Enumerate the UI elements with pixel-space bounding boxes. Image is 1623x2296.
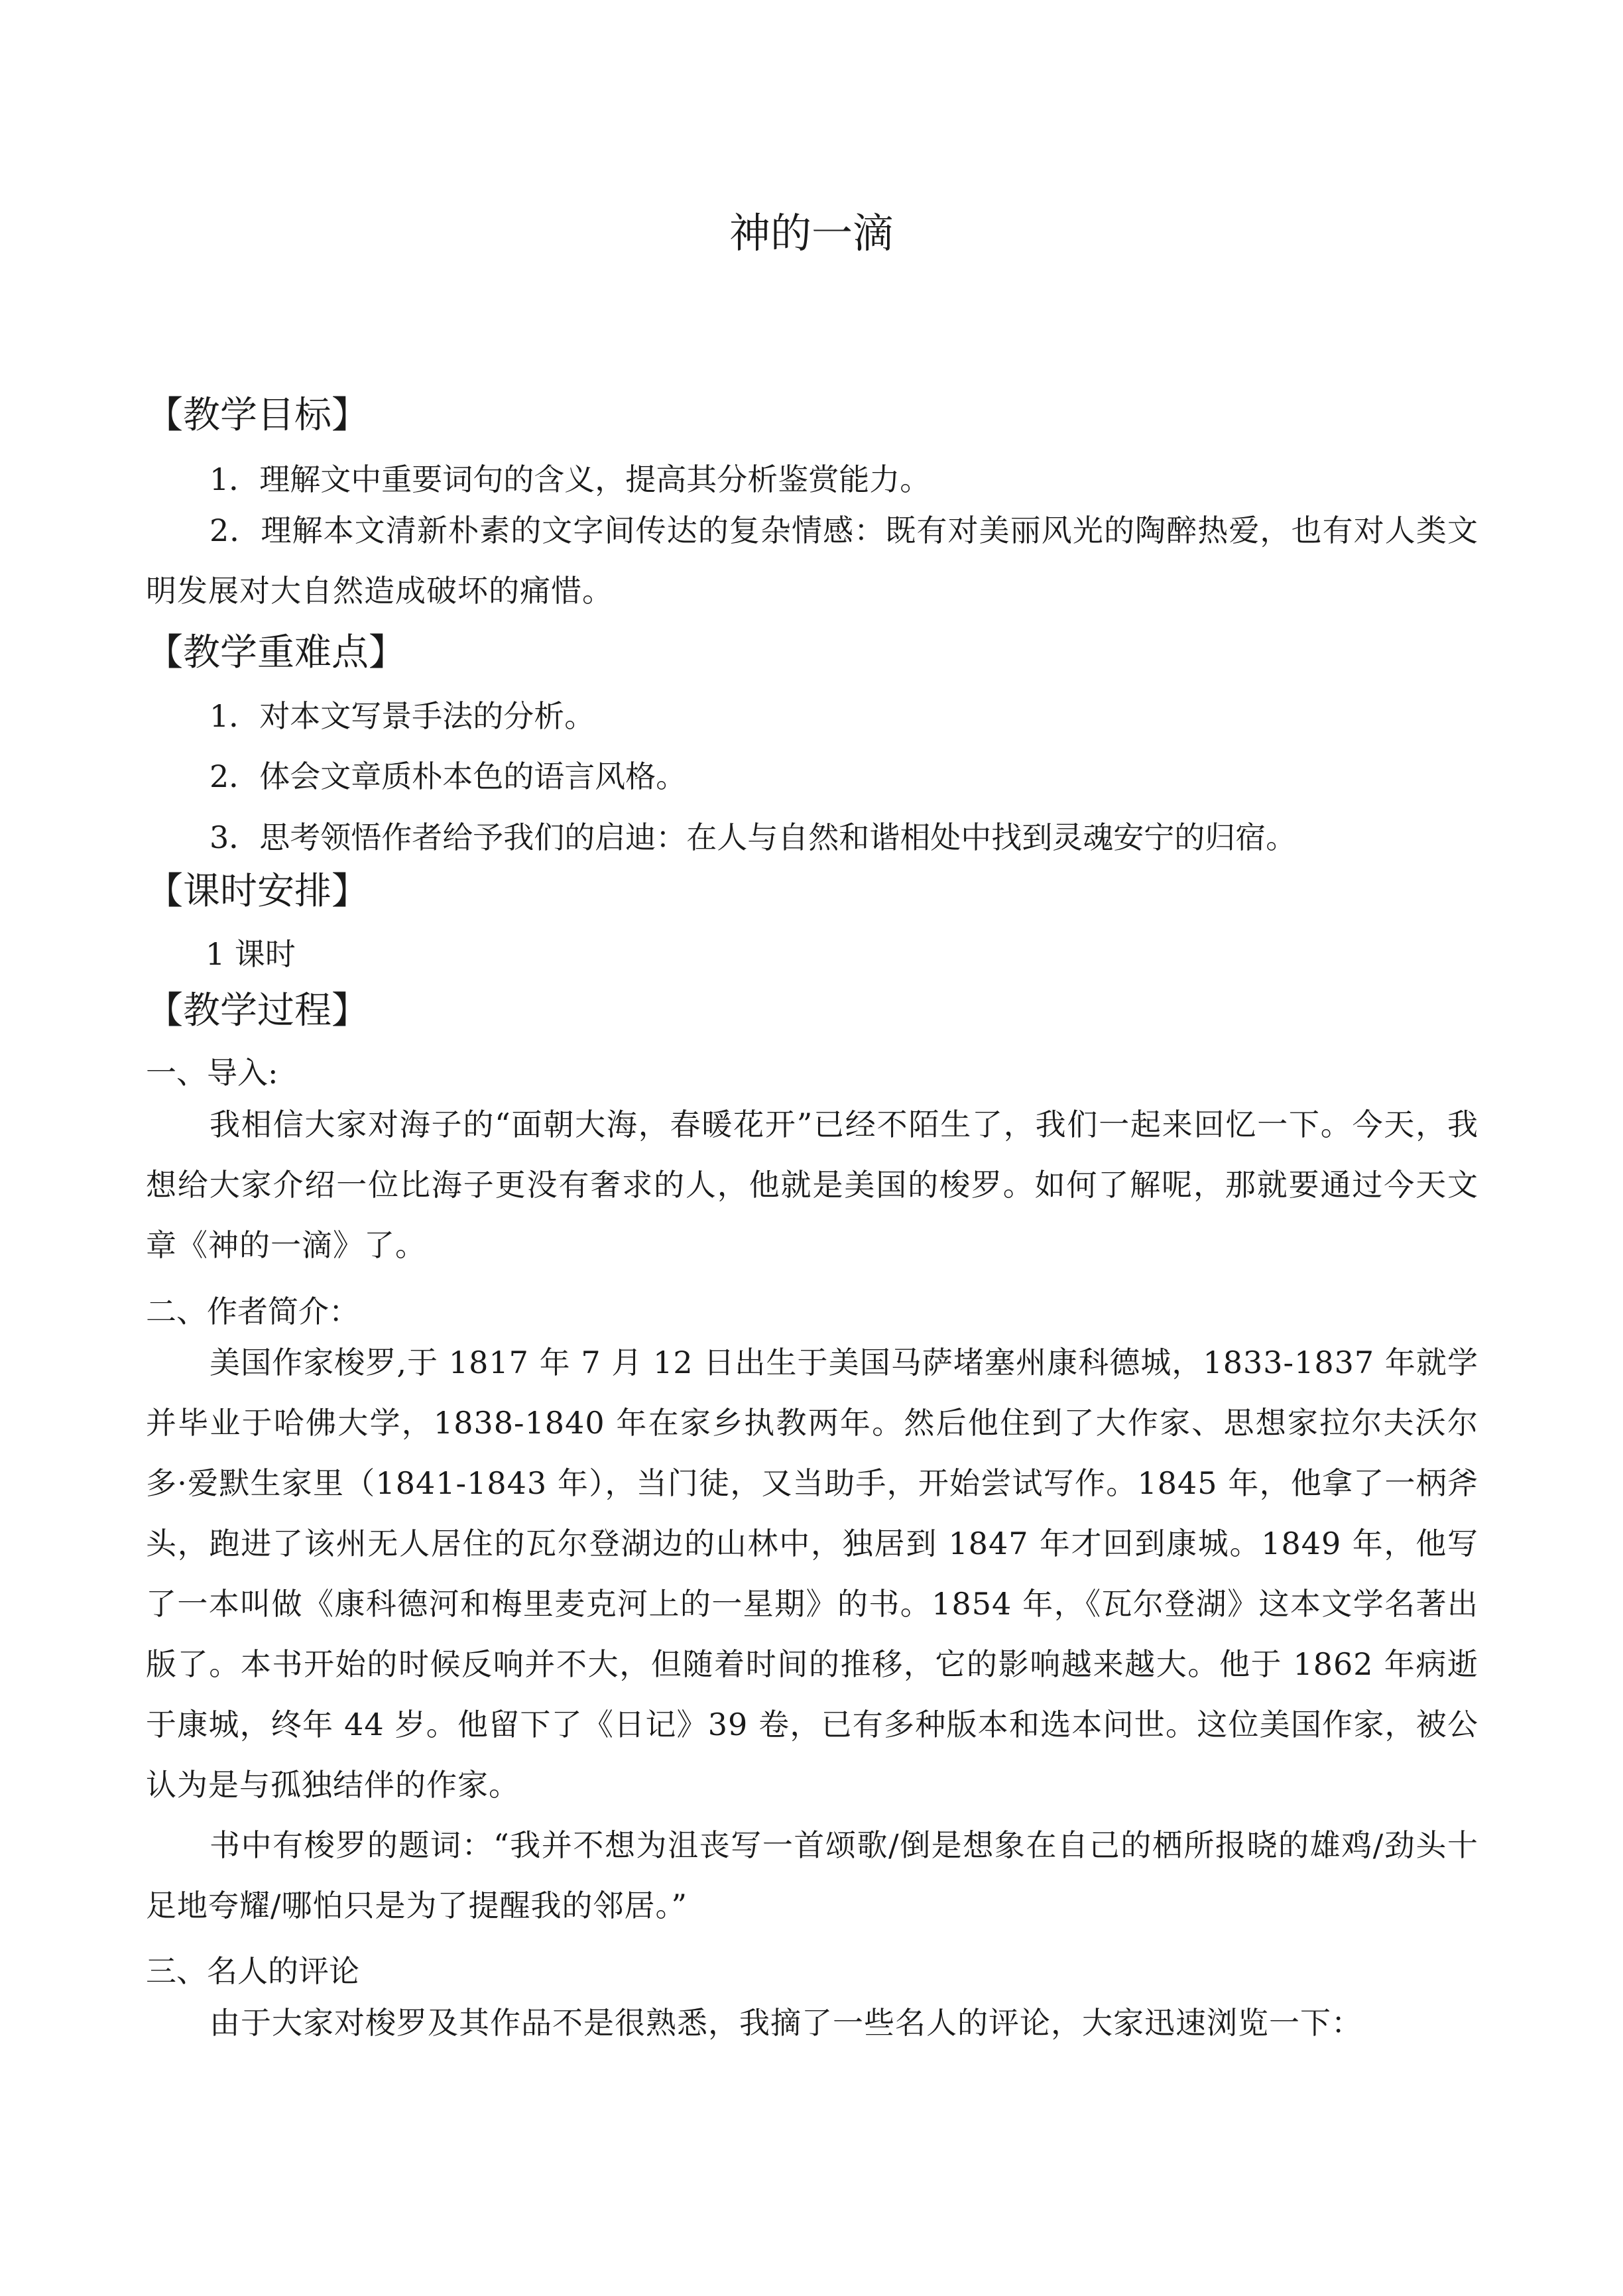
class-hours-value: 1 课时	[206, 936, 296, 972]
section-reviews-heading: 三、名人的评论	[146, 1953, 359, 1989]
page-title: 神的一滴	[729, 209, 894, 257]
heading-class-hours: 【课时安排】	[146, 870, 369, 913]
goal-item-2: 2．理解本文清新朴素的文字间传达的复杂情感：既有对美丽风光的陶醉热爱，也有对人类文明发展对大自然造成破坏的痛惜。	[146, 513, 1478, 609]
heading-teaching-goals: 【教学目标】	[146, 394, 369, 437]
section-author-paragraph-1: 美国作家梭罗,于 1817 年 7 月 12 日出生于美国马萨堵塞州康科德城，1833-1837 年就学并毕业于哈佛大学，1838-1840 年在家乡执教两年。然后他住到了大作家、思想家拉尔夫沃尔多·爱默生家里（1841-1843 年），当门徒，又当助手，开始尝试写作。1845 年，他拿了一柄斧头，跑进了该州无人居住的瓦尔登湖边的山林中，独居到 1847 年才回到康城。1849 年，他写了一本叫做《康科德河和梅里麦克河上的一星期》的书。1854 年，《瓦尔登湖》这本文学名著出版了。本书开始的时候反响并不大，但随着时间的推移，它的影响越来越大。他于 1862 年病逝于康城，终年 44 岁。他留下了《日记》39 卷，已有多种版本和选本问世。这位美国作家，被公认为是与孤独结伴的作家。	[146, 1345, 1478, 1803]
section-introduction-heading: 一、导入:	[146, 1055, 278, 1091]
heading-key-points: 【教学重难点】	[146, 631, 406, 674]
key-point-3: 3．思考领悟作者给予我们的启迪：在人与自然和谐相处中找到灵魂安宁的归宿。	[210, 819, 1297, 855]
goal-item-1: 1．理解文中重要词句的含义，提高其分析鉴赏能力。	[210, 461, 931, 497]
key-point-2: 2．体会文章质朴本色的语言风格。	[210, 758, 687, 794]
heading-teaching-process: 【教学过程】	[146, 989, 369, 1032]
section-introduction-paragraph: 我相信大家对海子的“面朝大海，春暖花开”已经不陌生了，我们一起来回忆一下。今天，我想给大家介绍一位比海子更没有奢求的人，他就是美国的梭罗。如何了解呢，那就要通过今天文章《神的一滴》了。	[146, 1107, 1478, 1263]
key-point-1: 1．对本文写景手法的分析。	[210, 698, 595, 734]
section-author-heading: 二、作者简介：	[146, 1294, 359, 1329]
section-reviews-paragraph: 由于大家对梭罗及其作品不是很熟悉，我摘了一些名人的评论，大家迅速浏览一下：	[210, 2005, 1362, 2041]
section-author-paragraph-2: 书中有梭罗的题词：“我并不想为沮丧写一首颂歌/倒是想象在自己的栖所报晓的雄鸡/劲头十足地夸耀/哪怕只是为了提醒我的邻居。”	[146, 1827, 1478, 1923]
